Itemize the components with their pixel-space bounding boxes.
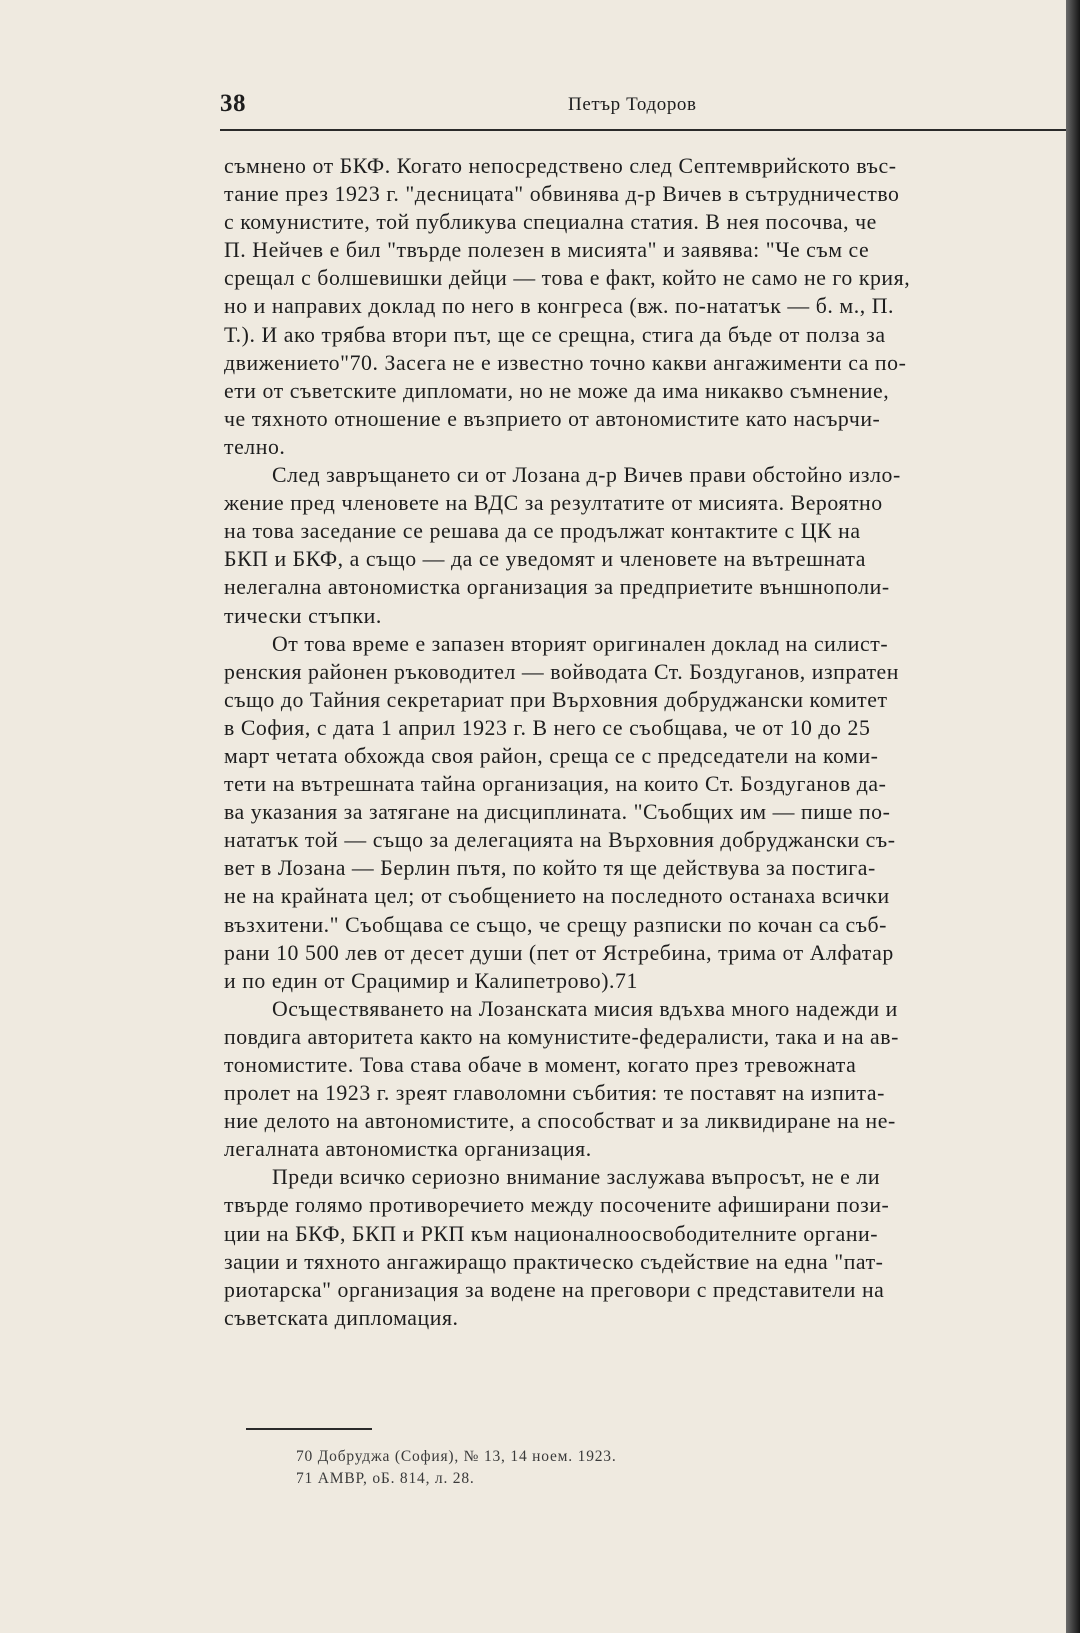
text-line: ренския районен ръководител — войводата Ст. Боздуганов, изпратен	[224, 659, 899, 684]
page-number: 38	[220, 90, 246, 117]
text-line: ети от съветските дипломати, но не може да има никакво съмнение,	[224, 378, 890, 403]
text-line: ции на БКФ, БКП и РКП към националноосвободителните органи-	[224, 1221, 879, 1246]
text-line: но и направих доклад по него в конгреса (вж. по-нататък — б. м., П.	[224, 294, 895, 319]
text-line: нелегална автономистка организация за предприетите външнополи-	[224, 575, 890, 600]
page-gutter-edge	[1066, 0, 1080, 1633]
text-line: съветската дипломация.	[224, 1305, 459, 1330]
text-line: От това време е запазен вторият оригинален доклад на силист-	[272, 631, 889, 656]
text-line: зации и тяхното ангажиращо практическо съдействие на една "пат-	[224, 1249, 884, 1274]
text-line: март четата обхожда своя район, среща се с председатели на коми-	[224, 743, 879, 768]
text-line: в София, с дата 1 април 1923 г. В него се съобщава, че от 10 до 25	[224, 715, 871, 740]
text-line: тание през 1923 г. "десницата" обвинява д-р Вичев в сътрудничество	[224, 182, 900, 207]
running-head: Петър Тодоров	[568, 94, 697, 115]
text-line: ва указания за затягане на дисциплината. "Съобщих им — пише по-	[224, 800, 891, 825]
text-line: пролет на 1923 г. зреят главоломни събития: те поставят на изпита-	[224, 1081, 885, 1106]
page-header	[220, 90, 1066, 126]
text-line: рани 10 500 лев от десет души (пет от Ястребина, трима от Алфатар	[224, 940, 894, 965]
text-line: възхитени." Съобщава се също, че срещу разписки по кочан са съб-	[224, 912, 887, 937]
text-line: БКП и БКФ, а също — да се уведомят и членовете на вътрешната	[224, 547, 866, 572]
text-line: на това заседание се решава да се продължат контактите с ЦК на	[224, 519, 861, 544]
text-line: Т.). И ако трябва втори път, ще се срещна, стига да бъде от полза за	[224, 322, 886, 347]
text-line: Осъществяването на Лозанската мисия вдъхва много надежди и	[272, 996, 898, 1021]
footnote: 70 Добруджа (София), № 13, 14 ноем. 1923.	[296, 1448, 617, 1465]
body-text	[224, 152, 1066, 1332]
text-line: жение пред членовете на ВДС за резултатите от мисията. Вероятно	[224, 491, 883, 516]
text-line: че тяхното отношение е възприето от автономистите като насърчи-	[224, 406, 881, 431]
text-line: не на крайната цел; от съобщението на последното останаха всички	[224, 884, 890, 909]
text-line: телно.	[224, 434, 286, 459]
text-line: След завръщането си от Лозана д-р Вичев прави обстойно изло-	[272, 463, 901, 488]
text-line: ние делото на автономистите, а способстват и за ликвидиране на не-	[224, 1109, 896, 1134]
text-line: тономистите. Това става обаче в момент, когато през тревожната	[224, 1053, 857, 1077]
text-line: нататък той — също за делегацията на Върховния добруджански съ-	[224, 828, 896, 853]
text-line: движението"70. Засега не е известно точно какви ангажименти са по-	[224, 350, 907, 375]
footnote-rule	[246, 1428, 372, 1430]
text-line: П. Нейчев е бил "твърде полезен в мисията" и заявява: "Че съм се	[224, 238, 870, 263]
text-line: повдига авторитета както на комунистите-федералисти, така и на ав-	[224, 1024, 899, 1049]
footnotes	[296, 1446, 617, 1490]
text-line: тети на вътрешната тайна организация, на които Ст. Боздуганов да-	[224, 772, 887, 797]
text-line: риотарска" организация за водене на преговори с представители на	[224, 1277, 885, 1302]
text-line: съмнено от БКФ. Когато непосредствено след Септемврийското въс-	[224, 154, 897, 178]
text-line: вет в Лозана — Берлин пътя, по който тя ще действува за постига-	[224, 856, 876, 881]
text-line: срещал с болшевишки дейци — това е факт, който не само не го крия,	[224, 266, 911, 291]
text-line: легалната автономистка организация.	[224, 1137, 592, 1162]
text-line: твърде голямо противоречието между посочените афиширани пози-	[224, 1193, 890, 1218]
text-line: с комунистите, той публикува специална статия. В нея посочва, че	[224, 210, 877, 235]
text-line: тически стъпки.	[224, 603, 382, 628]
text-line: Преди всичко сериозно внимание заслужава въпросът, не е ли	[272, 1165, 881, 1190]
footnote: 71 АМВР, оБ. 814, л. 28.	[296, 1470, 475, 1487]
text-line: също до Тайния секретариат при Върховния добруджански комитет	[224, 687, 888, 712]
text-line: и по един от Срацимир и Калипетрово).71	[224, 968, 638, 993]
header-rule	[220, 129, 1066, 131]
